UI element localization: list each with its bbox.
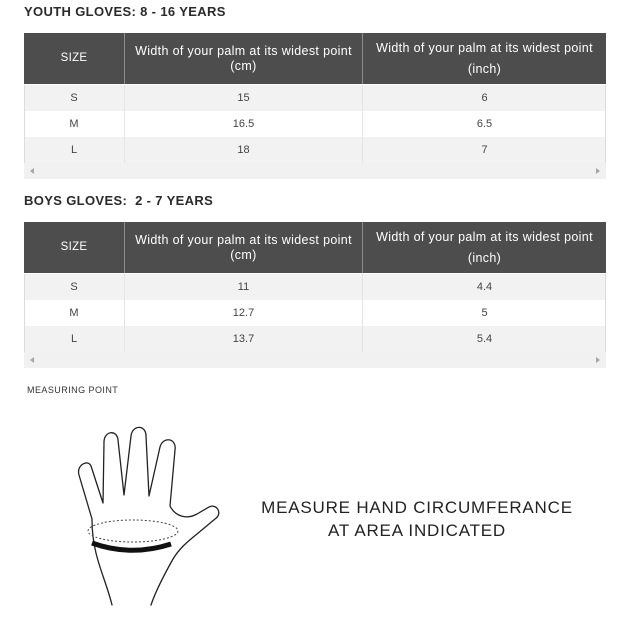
header-width-cm-unit: (cm) — [230, 58, 257, 73]
cell-width-inch: 5 — [362, 300, 606, 326]
boys-size-table — [24, 222, 606, 368]
header-width-inch — [362, 222, 606, 273]
measure-instruction-line1: MEASURE HAND CIRCUMFERANCE — [261, 498, 573, 517]
youth-size-table — [24, 33, 606, 179]
header-width-inch-unit: (inch) — [467, 61, 502, 76]
cell-size: S — [70, 281, 78, 293]
measuring-point-label: MEASURING POINT — [27, 385, 119, 395]
cell-size: M — [69, 307, 79, 319]
table-row — [24, 300, 606, 326]
hand-outline — [79, 427, 219, 605]
header-width-inch-unit: (inch) — [467, 250, 502, 265]
youth-gloves-heading: YOUTH GLOVES: 8 - 16 YEARS — [24, 4, 226, 19]
header-width-cm-text: Width of your palm at its widest point — [135, 43, 352, 58]
table-row — [24, 326, 606, 352]
header-size-label: SIZE — [60, 241, 88, 253]
cell-size: L — [70, 333, 78, 345]
cell-width-cm: 15 — [124, 85, 362, 111]
table-row — [24, 111, 606, 137]
header-width-cm-unit: (cm) — [230, 247, 257, 262]
cell-size: S — [70, 92, 78, 104]
horizontal-scrollbar[interactable] — [24, 163, 606, 179]
table-row — [24, 85, 606, 111]
scroll-left-arrow-icon[interactable] — [30, 168, 34, 174]
table-row — [24, 137, 606, 163]
header-width-inch-text: Width of your palm at its widest point — [376, 229, 593, 244]
header-size — [24, 33, 124, 84]
header-width-inch-text: Width of your palm at its widest point — [376, 40, 593, 55]
cell-width-cm: 11 — [124, 274, 362, 300]
cell-size: L — [70, 144, 78, 156]
scroll-right-arrow-icon[interactable] — [596, 357, 600, 363]
header-width-cm — [124, 222, 362, 273]
horizontal-scrollbar[interactable] — [24, 352, 606, 368]
table-header-row — [24, 222, 606, 273]
cell-width-cm: 16.5 — [124, 111, 362, 137]
cell-width-cm: 13.7 — [124, 326, 362, 352]
measure-instruction-line2: AT AREA INDICATED — [328, 521, 506, 540]
scroll-right-arrow-icon[interactable] — [596, 168, 600, 174]
table-row — [24, 274, 606, 300]
cell-width-inch: 7 — [362, 137, 606, 163]
header-width-cm-text: Width of your palm at its widest point — [135, 232, 352, 247]
cell-width-inch: 5.4 — [362, 326, 606, 352]
header-width-cm — [124, 33, 362, 84]
scroll-left-arrow-icon[interactable] — [30, 357, 34, 363]
hand-outline-icon — [70, 420, 230, 610]
cell-width-cm: 18 — [124, 137, 362, 163]
boys-gloves-heading: BOYS GLOVES: 2 - 7 YEARS — [24, 193, 214, 208]
table-header-row — [24, 33, 606, 84]
cell-width-inch: 6.5 — [362, 111, 606, 137]
cell-width-inch: 6 — [362, 85, 606, 111]
cell-width-inch: 4.4 — [362, 274, 606, 300]
cell-width-cm: 12.7 — [124, 300, 362, 326]
measure-instruction — [227, 496, 607, 542]
header-size — [24, 222, 124, 273]
header-size-label: SIZE — [60, 52, 88, 64]
header-width-inch — [362, 33, 606, 84]
cell-size: M — [69, 118, 79, 130]
